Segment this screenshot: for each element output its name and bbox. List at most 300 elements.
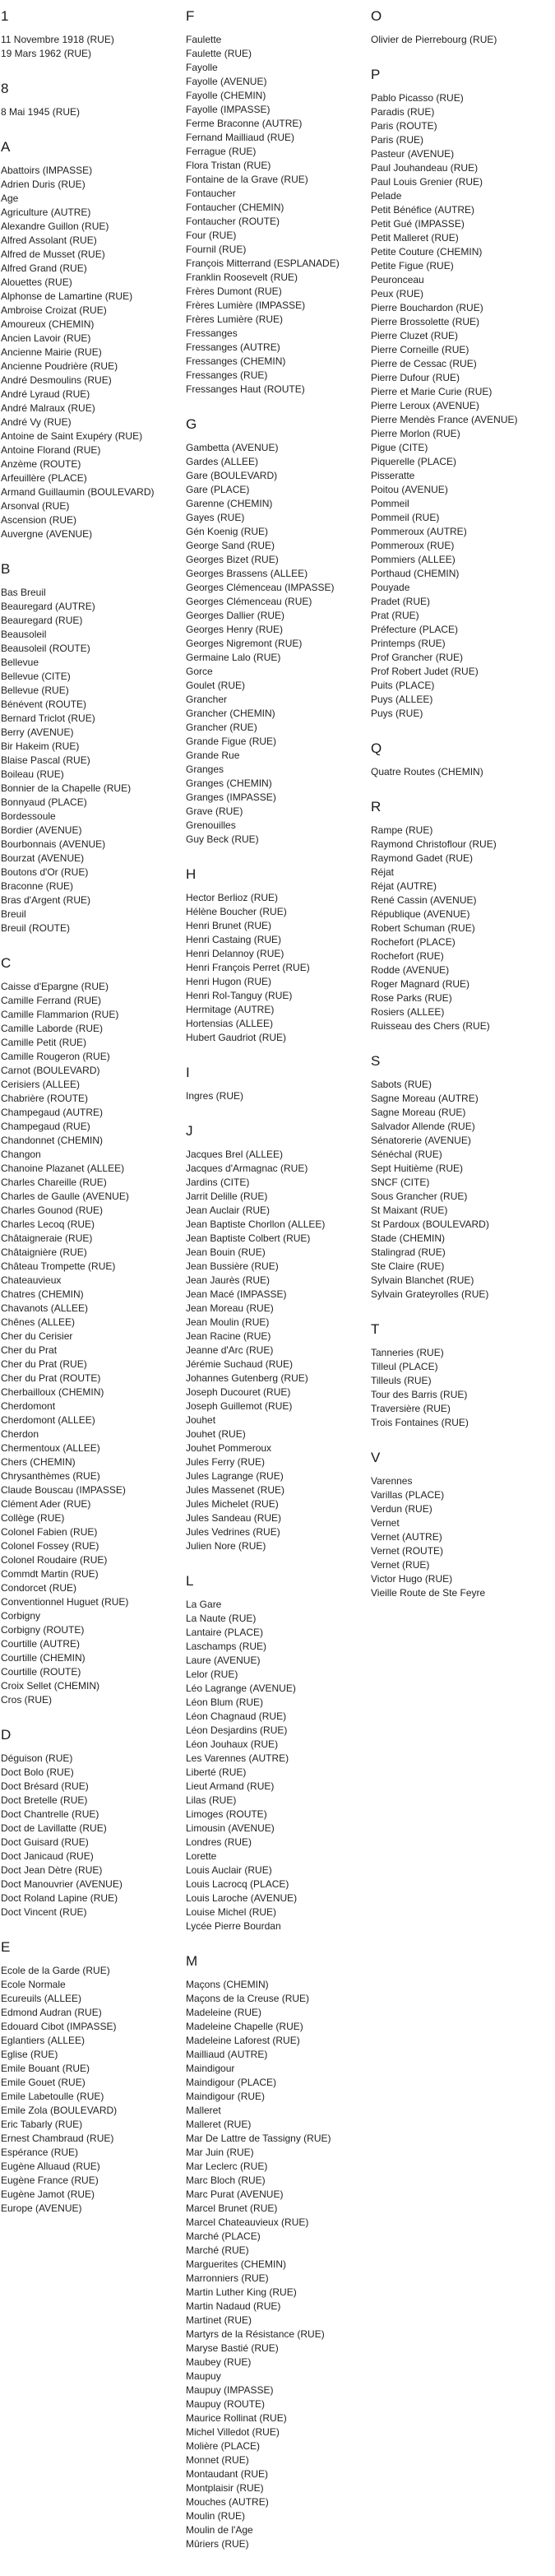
street-name: Vernet (RUE) xyxy=(371,1558,430,1571)
street-name: Olivier de Pierrebourg (RUE) xyxy=(371,33,497,45)
street-name: Verdun (RUE) xyxy=(371,1502,432,1515)
street-name: Chênes (ALLEE) xyxy=(1,1316,76,1328)
street-name: Paul Jouhandeau (RUE) xyxy=(371,161,479,174)
street-name: Henri Rol-Tanguy (RUE) xyxy=(186,989,293,1001)
street-name: Ancien Lavoir (RUE) xyxy=(1,332,91,344)
street-name: George Sand (RUE) xyxy=(186,539,275,551)
section-heading: J xyxy=(186,1123,193,1139)
street-name: Charles Lecoq (RUE) xyxy=(1,1218,95,1230)
letter-section xyxy=(371,67,555,721)
street-name: Fernand Mailliaud (RUE) xyxy=(186,131,295,143)
street-name: Abattoirs (IMPASSE) xyxy=(1,164,93,176)
street-name: Frères Lumière (IMPASSE) xyxy=(186,299,306,311)
street-name: Antoine Florand (RUE) xyxy=(1,443,101,456)
street-name: Gambetta (AVENUE) xyxy=(186,441,279,453)
street-name: Martin Luther King (RUE) xyxy=(186,2286,297,2298)
street-name: Rose Parks (RUE) xyxy=(371,991,452,1004)
street-name: Doct Brésard (RUE) xyxy=(1,1780,89,1792)
letter-section xyxy=(1,561,185,935)
street-name: Réjat xyxy=(371,866,395,878)
street-name: Braconne (RUE) xyxy=(1,880,74,892)
street-name: Carnot (BOULEVARD) xyxy=(1,1064,100,1076)
street-name: Eglise (RUE) xyxy=(1,2048,58,2060)
street-name: Julien Nore (RUE) xyxy=(186,1539,266,1552)
street-name: Quatre Routes (CHEMIN) xyxy=(371,765,483,777)
street-name: Vieille Route de Ste Feyre xyxy=(371,1586,486,1599)
street-name: Alexandre Guillon (RUE) xyxy=(1,220,109,232)
street-name: Bonnyaud (PLACE) xyxy=(1,796,87,808)
street-name: Europe (AVENUE) xyxy=(1,2202,82,2214)
street-name: Alfred Grand (RUE) xyxy=(1,262,87,274)
street-name: Pelade xyxy=(371,189,402,202)
street-name: Fontaucher (CHEMIN) xyxy=(186,201,284,213)
street-list xyxy=(186,1978,370,2551)
street-name: 19 Mars 1962 (RUE) xyxy=(1,47,92,59)
street-name: Montaudant (RUE) xyxy=(186,2467,269,2480)
street-name: Robert Schuman (RUE) xyxy=(371,921,475,934)
street-name: Maupuy (IMPASSE) xyxy=(186,2383,274,2396)
section-heading: R xyxy=(371,799,382,815)
street-name: Age xyxy=(1,192,19,204)
street-name: Grande Figue (RUE) xyxy=(186,735,277,747)
street-name: Marché (PLACE) xyxy=(186,2230,261,2242)
street-name: Roger Magnard (RUE) xyxy=(371,977,470,990)
street-name: Grave (RUE) xyxy=(186,805,243,817)
street-name: Granges xyxy=(186,763,224,775)
street-name: Tour des Barris (RUE) xyxy=(371,1388,468,1400)
street-name: Fayolle (AVENUE) xyxy=(186,75,267,87)
index-column xyxy=(0,8,185,2551)
street-name: Malleret (RUE) xyxy=(186,2118,252,2130)
street-name: Petit Malleret (RUE) xyxy=(371,231,459,244)
street-name: Lieut Armand (RUE) xyxy=(186,1780,275,1792)
street-name: Fontaine de la Grave (RUE) xyxy=(186,173,308,185)
street-list xyxy=(1,586,185,935)
street-name: Grancher xyxy=(186,693,228,705)
street-name: Bras d'Argent (RUE) xyxy=(1,893,90,906)
street-name: Auvergne (AVENUE) xyxy=(1,527,93,540)
street-name: Doct Manouvrier (AVENUE) xyxy=(1,1877,123,1890)
street-name: Alfred Assolant (RUE) xyxy=(1,234,97,246)
street-name: Marc Bloch (RUE) xyxy=(186,2174,266,2186)
street-name: Sylvain Grateyrolles (RUE) xyxy=(371,1288,489,1300)
street-name: Prof Robert Judet (RUE) xyxy=(371,665,479,677)
street-name: Colonel Roudaire (RUE) xyxy=(1,1553,108,1566)
street-name: Maurice Rollinat (RUE) xyxy=(186,2411,287,2424)
street-name: Tanneries (RUE) xyxy=(371,1346,444,1358)
street-name: Garenne (CHEMIN) xyxy=(186,497,273,509)
street-name: Four (RUE) xyxy=(186,229,237,241)
street-name: Mailliaud (AUTRE) xyxy=(186,2048,268,2060)
street-name: Laschamps (RUE) xyxy=(186,1640,267,1652)
street-name: Chers (CHEMIN) xyxy=(1,1455,76,1468)
street-name: SNCF (CITE) xyxy=(371,1176,430,1188)
street-name: Peuronceau xyxy=(371,273,424,285)
street-name: Fressanges xyxy=(186,327,238,339)
letter-section xyxy=(186,1123,370,1553)
street-name: Prat (RUE) xyxy=(371,609,419,621)
street-name: Jules Lagrange (RUE) xyxy=(186,1469,284,1482)
street-name: Faulette (RUE) xyxy=(186,47,252,59)
street-name: Fayolle xyxy=(186,61,218,73)
section-heading: E xyxy=(1,1939,11,1955)
street-name: Louis Lacrocq (PLACE) xyxy=(186,1877,289,1890)
street-name: Jean Bouin (RUE) xyxy=(186,1246,266,1258)
street-name: Beausoleil xyxy=(1,628,47,640)
street-name: Victor Hugo (RUE) xyxy=(371,1572,453,1585)
section-heading: L xyxy=(186,1573,194,1589)
letter-section xyxy=(186,1065,370,1103)
section-heading: P xyxy=(371,67,381,82)
street-name: Edmond Audran (RUE) xyxy=(1,2006,102,2018)
street-name: Bas Breuil xyxy=(1,586,46,598)
street-name: Mar Leclerc (RUE) xyxy=(186,2160,268,2172)
letter-section xyxy=(1,139,185,541)
street-name: Madeleine (RUE) xyxy=(186,2006,262,2018)
street-name: Réjat (AUTRE) xyxy=(371,880,437,892)
street-name: Arsonval (RUE) xyxy=(1,499,70,512)
street-name: Boileau (RUE) xyxy=(1,768,64,780)
street-name: Grancher (CHEMIN) xyxy=(186,707,275,719)
street-list xyxy=(1,1752,185,1919)
street-name: Boutons d'Or (RUE) xyxy=(1,866,89,878)
street-name: Grenouilles xyxy=(186,819,236,831)
street-name: Eugène Jamot (RUE) xyxy=(1,2188,95,2200)
street-name: Martyrs de la Résistance (RUE) xyxy=(186,2328,325,2340)
street-name: Bellevue xyxy=(1,656,39,668)
street-name: Marc Purat (AVENUE) xyxy=(186,2188,284,2200)
index-column xyxy=(370,8,555,2551)
street-name: Tilleuls (RUE) xyxy=(371,1374,432,1386)
street-name: Fressanges (AUTRE) xyxy=(186,341,280,353)
letter-section xyxy=(1,8,185,61)
street-name: Jean Jaurès (RUE) xyxy=(186,1274,271,1286)
street-name: Henri Delannoy (RUE) xyxy=(186,947,284,959)
section-heading: M xyxy=(186,1953,198,1969)
street-name: Paul Louis Grenier (RUE) xyxy=(371,175,483,188)
street-name: Jean Moulin (RUE) xyxy=(186,1316,270,1328)
street-name: République (AVENUE) xyxy=(371,907,470,920)
street-name: Ernest Chambraud (RUE) xyxy=(1,2132,114,2144)
letter-section xyxy=(186,1953,370,2551)
street-name: Bourbonnais (AVENUE) xyxy=(1,838,106,850)
street-name: Ingres (RUE) xyxy=(186,1089,244,1102)
street-name: Georges Bizet (RUE) xyxy=(186,553,279,565)
street-name: Doct Vincent (RUE) xyxy=(1,1905,87,1918)
letter-section xyxy=(1,955,185,1707)
street-name: Courtille (AUTRE) xyxy=(1,1637,81,1650)
street-name: Charles de Gaulle (AVENUE) xyxy=(1,1190,129,1202)
street-name: Louise Michel (RUE) xyxy=(186,1905,277,1918)
street-name: Courtille (CHEMIN) xyxy=(1,1651,86,1664)
street-name: Clément Ader (RUE) xyxy=(1,1497,91,1510)
street-name: Doct Guisard (RUE) xyxy=(1,1836,89,1848)
street-name: Salvador Allende (RUE) xyxy=(371,1120,475,1132)
street-name: Petite Couture (CHEMIN) xyxy=(371,245,483,258)
street-name: Breuil xyxy=(1,907,26,920)
street-name: Hector Berlioz (RUE) xyxy=(186,891,279,903)
street-list xyxy=(371,1346,555,1430)
street-name: Laure (AVENUE) xyxy=(186,1654,261,1666)
street-name: Pablo Picasso (RUE) xyxy=(371,91,464,104)
street-name: Caisse d'Epargne (RUE) xyxy=(1,980,109,992)
street-name: Gayes (RUE) xyxy=(186,511,245,523)
street-name: Beauregard (RUE) xyxy=(1,614,83,626)
street-name: Espérance (RUE) xyxy=(1,2146,79,2158)
street-name: Doct Bolo (RUE) xyxy=(1,1766,74,1778)
street-name: Montplaisir (RUE) xyxy=(186,2481,264,2494)
street-name: Limoges (ROUTE) xyxy=(186,1808,267,1820)
street-name: Colonel Fossey (RUE) xyxy=(1,1539,99,1552)
street-name: Pommeil xyxy=(371,497,409,509)
street-name: Bénévent (ROUTE) xyxy=(1,698,87,710)
street-name: Pradet (RUE) xyxy=(371,595,431,607)
street-list xyxy=(371,91,555,721)
street-name: Bellevue (CITE) xyxy=(1,670,71,682)
street-name: Charles Gounod (RUE) xyxy=(1,1204,104,1216)
street-name: Pierre Brossolette (RUE) xyxy=(371,315,480,327)
street-name: Jules Michelet (RUE) xyxy=(186,1497,279,1510)
street-name: Cherdomont (ALLEE) xyxy=(1,1413,95,1426)
street-name: René Cassin (AVENUE) xyxy=(371,893,477,906)
letter-section xyxy=(371,1053,555,1302)
street-name: Jeanne d'Arc (RUE) xyxy=(186,1344,274,1356)
section-heading: 8 xyxy=(1,81,9,96)
street-name: Cros (RUE) xyxy=(1,1693,52,1706)
street-name: Ferme Braconne (AUTRE) xyxy=(186,117,303,129)
street-name: Léo Lagrange (AVENUE) xyxy=(186,1682,296,1694)
street-name: Joseph Ducouret (RUE) xyxy=(186,1385,291,1398)
street-name: Gare (BOULEVARD) xyxy=(186,469,278,481)
street-name: Fressanges Haut (ROUTE) xyxy=(186,383,305,395)
street-name: Lorette xyxy=(186,1850,217,1862)
street-name: Maindigour (RUE) xyxy=(186,2090,266,2102)
street-name: Pommeroux (AUTRE) xyxy=(371,525,467,537)
street-name: Martin Nadaud (RUE) xyxy=(186,2300,281,2312)
street-name: Corbigny (ROUTE) xyxy=(1,1623,85,1636)
street-name: Puys (RUE) xyxy=(371,707,423,719)
street-name: Pierre et Marie Curie (RUE) xyxy=(371,385,493,397)
street-name: Antoine de Saint Exupéry (RUE) xyxy=(1,429,143,442)
street-name: Peux (RUE) xyxy=(371,287,424,299)
street-name: Chatres (CHEMIN) xyxy=(1,1288,84,1300)
section-heading: O xyxy=(371,8,382,24)
street-name: Puys (ALLEE) xyxy=(371,693,433,705)
street-name: Frères Lumière (RUE) xyxy=(186,313,284,325)
street-name: Tilleul (PLACE) xyxy=(371,1360,438,1372)
street-name: Champegaud (RUE) xyxy=(1,1120,90,1132)
street-list xyxy=(186,1598,370,1933)
street-name: Bordessoule xyxy=(1,810,56,822)
street-name: Malleret xyxy=(186,2104,221,2116)
street-name: Pierre Bouchardon (RUE) xyxy=(371,301,483,313)
street-name: Pommiers (ALLEE) xyxy=(371,553,456,565)
street-name: Puits (PLACE) xyxy=(371,679,435,691)
street-name: Goulet (RUE) xyxy=(186,679,246,691)
street-name: Breuil (ROUTE) xyxy=(1,921,71,934)
street-name: Gorce xyxy=(186,665,213,677)
street-name: Mar De Lattre de Tassigny (RUE) xyxy=(186,2132,331,2144)
street-name: Sagne Moreau (RUE) xyxy=(371,1106,466,1118)
street-name: Sagne Moreau (AUTRE) xyxy=(371,1092,479,1104)
street-name: Henri Hugon (RUE) xyxy=(186,975,272,987)
street-name: Jules Sandeau (RUE) xyxy=(186,1511,282,1524)
street-name: Maupuy xyxy=(186,2369,221,2382)
street-name: Commdt Martin (RUE) xyxy=(1,1567,99,1580)
street-name: Rosiers (ALLEE) xyxy=(371,1005,445,1018)
street-name: Marcel Brunet (RUE) xyxy=(186,2202,278,2214)
index-column xyxy=(185,8,370,2551)
street-name: Monnet (RUE) xyxy=(186,2453,249,2466)
street-name: Michel Villedot (RUE) xyxy=(186,2425,280,2438)
letter-section xyxy=(1,1939,185,2216)
street-name: Léon Blum (RUE) xyxy=(186,1696,264,1708)
street-list xyxy=(186,891,370,1045)
street-name: Alfred de Musset (RUE) xyxy=(1,248,105,260)
street-name: Cherdon xyxy=(1,1427,39,1440)
street-name: Rochefort (RUE) xyxy=(371,949,444,962)
street-name: Armand Guillaumin (BOULEVARD) xyxy=(1,485,155,498)
street-name: Edouard Cibot (IMPASSE) xyxy=(1,2020,117,2032)
street-name: André Malraux (RUE) xyxy=(1,401,95,414)
street-name: Agriculture (AUTRE) xyxy=(1,206,91,218)
street-name: Germaine Lalo (RUE) xyxy=(186,651,281,663)
street-name: Déguison (RUE) xyxy=(1,1752,73,1764)
street-list xyxy=(371,1078,555,1302)
letter-section xyxy=(371,1450,555,1600)
street-name: Georges Henry (RUE) xyxy=(186,623,284,635)
street-name: Piquerelle (PLACE) xyxy=(371,455,457,467)
street-name: Ferrague (RUE) xyxy=(186,145,257,157)
street-name: Jarrit Delille (RUE) xyxy=(186,1190,268,1202)
street-name: Varillas (PLACE) xyxy=(371,1488,445,1501)
street-name: Georges Clémenceau (RUE) xyxy=(186,595,312,607)
street-name: Beauregard (AUTRE) xyxy=(1,600,95,612)
street-name: Jules Massenet (RUE) xyxy=(186,1483,285,1496)
street-name: Trois Fontaines (RUE) xyxy=(371,1416,469,1428)
street-name: Ambroise Croizat (RUE) xyxy=(1,304,107,316)
street-name: Fressanges (RUE) xyxy=(186,369,268,381)
street-name: Pasteur (AVENUE) xyxy=(371,147,455,160)
street-name: Henri Castaing (RUE) xyxy=(186,933,282,945)
street-name: Prof Grancher (RUE) xyxy=(371,651,464,663)
street-name: Cherbailloux (CHEMIN) xyxy=(1,1385,104,1398)
street-name: Flora Tristan (RUE) xyxy=(186,159,271,171)
street-list xyxy=(1,33,185,61)
street-name: Chandonnet (CHEMIN) xyxy=(1,1134,104,1146)
street-name: Camille Rougeron (RUE) xyxy=(1,1050,110,1062)
street-name: Château Trompette (RUE) xyxy=(1,1260,116,1272)
street-name: Doct Bretelle (RUE) xyxy=(1,1794,88,1806)
street-name: Faulette xyxy=(186,33,222,45)
street-name: Camille Ferrand (RUE) xyxy=(1,994,102,1006)
street-name: Maçons (CHEMIN) xyxy=(186,1978,269,1990)
street-name: Claude Bouscau (IMPASSE) xyxy=(1,1483,126,1496)
street-name: Pouyade xyxy=(371,581,410,593)
street-name: Changon xyxy=(1,1148,41,1160)
street-name: Vernet (AUTRE) xyxy=(371,1530,442,1543)
street-name: Hortensias (ALLEE) xyxy=(186,1017,274,1029)
street-list xyxy=(371,765,555,779)
street-name: Bourzat (AVENUE) xyxy=(1,852,85,864)
street-name: Corbigny xyxy=(1,1609,41,1622)
street-name: Camille Laborde (RUE) xyxy=(1,1022,104,1034)
street-name: Jean Moreau (RUE) xyxy=(186,1302,274,1314)
street-name: Emile Zola (BOULEVARD) xyxy=(1,2104,118,2116)
street-name: Joseph Guillemot (RUE) xyxy=(186,1399,293,1412)
street-name: Cherdomont xyxy=(1,1399,56,1412)
section-heading: G xyxy=(186,416,197,432)
street-name: Emile Gouet (RUE) xyxy=(1,2076,86,2088)
street-name: Doct Chantrelle (RUE) xyxy=(1,1808,99,1820)
street-name: St Pardoux (BOULEVARD) xyxy=(371,1218,489,1230)
street-name: Jardins (CITE) xyxy=(186,1176,250,1188)
street-name: Bernard Triclot (RUE) xyxy=(1,712,95,724)
street-name: Collège (RUE) xyxy=(1,1511,65,1524)
street-name: Pierre Leroux (AVENUE) xyxy=(371,399,479,411)
street-name: Doct de Lavillatte (RUE) xyxy=(1,1822,107,1834)
street-name: Cher du Prat xyxy=(1,1344,58,1356)
street-name: Amoureux (CHEMIN) xyxy=(1,318,95,330)
section-heading: C xyxy=(1,955,12,971)
street-list xyxy=(371,33,555,47)
street-name: Eric Tabarly (RUE) xyxy=(1,2118,83,2130)
street-name: Traversière (RUE) xyxy=(371,1402,451,1414)
street-list xyxy=(1,164,185,541)
street-name: Porthaud (CHEMIN) xyxy=(371,567,460,579)
street-name: Fontaucher xyxy=(186,187,236,199)
street-name: Stade (CHEMIN) xyxy=(371,1232,446,1244)
street-name: Châtaignière (RUE) xyxy=(1,1246,87,1258)
street-name: Jean Baptiste Colbert (RUE) xyxy=(186,1232,311,1244)
letter-section xyxy=(1,81,185,119)
section-heading: 1 xyxy=(1,8,9,24)
street-name: Pierre Morlon (RUE) xyxy=(371,427,460,439)
street-name: Cerisiers (ALLEE) xyxy=(1,1078,81,1090)
street-name: Chanoine Plazanet (ALLEE) xyxy=(1,1162,125,1174)
street-name: Petit Bénéfice (AUTRE) xyxy=(371,203,475,216)
street-name: Vernet xyxy=(371,1516,400,1529)
street-name: Sabots (RUE) xyxy=(371,1078,432,1090)
street-name: Guy Beck (RUE) xyxy=(186,833,259,845)
street-name: Doct Roland Lapine (RUE) xyxy=(1,1891,118,1904)
street-name: Sénatorerie (AVENUE) xyxy=(371,1134,471,1146)
street-name: Londres (RUE) xyxy=(186,1836,252,1848)
street-name: Petit Gué (IMPASSE) xyxy=(371,217,465,230)
street-name: Gén Koenig (RUE) xyxy=(186,525,269,537)
street-name: Jérémie Suchaud (RUE) xyxy=(186,1358,294,1370)
street-name: Mouches (AUTRE) xyxy=(186,2495,269,2508)
street-name: Raymond Gadet (RUE) xyxy=(371,852,474,864)
street-name: Eugène France (RUE) xyxy=(1,2174,99,2186)
street-name: Lelor (RUE) xyxy=(186,1668,238,1680)
street-name: Lilas (RUE) xyxy=(186,1794,237,1806)
street-name: Pierre Corneille (RUE) xyxy=(371,343,469,355)
street-name: Alouettes (RUE) xyxy=(1,276,72,288)
street-name: Grancher (RUE) xyxy=(186,721,257,733)
street-name: Jouhet xyxy=(186,1413,216,1426)
street-name: Maupuy (ROUTE) xyxy=(186,2397,266,2410)
street-name: Molière (PLACE) xyxy=(186,2439,261,2452)
street-name: Marronniers (RUE) xyxy=(186,2272,269,2284)
street-name: Granges (CHEMIN) xyxy=(186,777,272,789)
street-name: Fayolle (IMPASSE) xyxy=(186,103,271,115)
street-name: Pierre Dufour (RUE) xyxy=(371,371,460,383)
street-name: Emile Labetoulle (RUE) xyxy=(1,2090,104,2102)
street-list xyxy=(186,1148,370,1553)
street-name: Fournil (RUE) xyxy=(186,243,247,255)
street-name: Châtaigneraie (RUE) xyxy=(1,1232,93,1244)
